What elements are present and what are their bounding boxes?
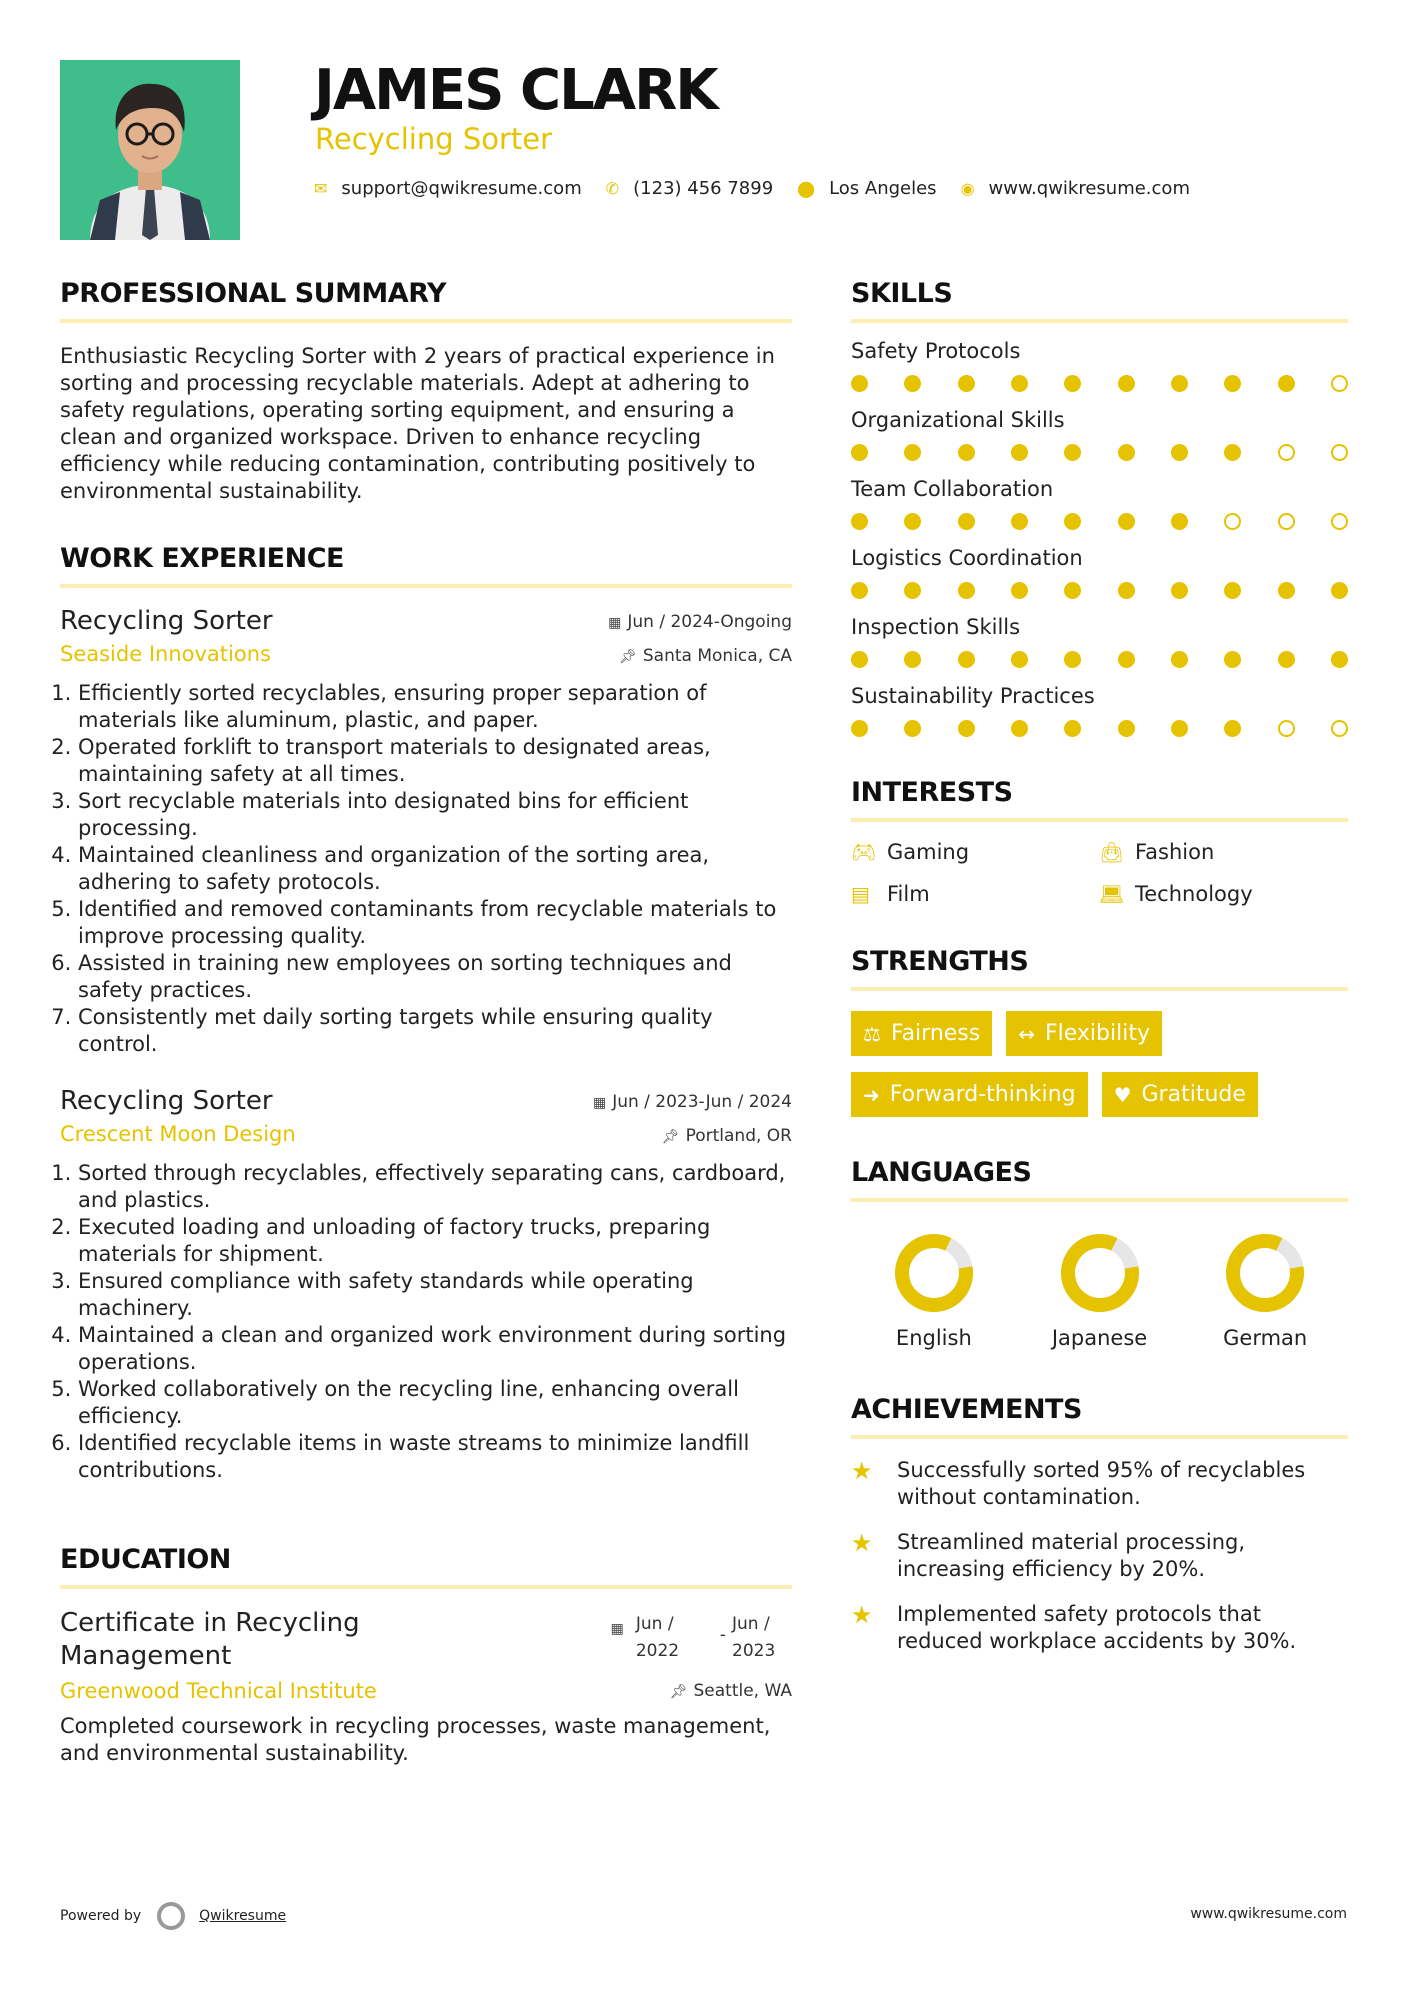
rating-dot-filled bbox=[1171, 375, 1188, 392]
skill-rating bbox=[851, 720, 1348, 737]
summary-text: Enthusiastic Recycling Sorter with 2 years of practical experience in sorting and processing recyclable materials. Adept at adhering to safety regulations, operating sorting equipment, and ensuring a clean and organized workspace. Driven to enhance recycling efficiency while reducing contamination, contributing positively to environmental sustainability. bbox=[60, 344, 775, 503]
rating-dot-filled bbox=[958, 444, 975, 461]
education-entry bbox=[60, 1607, 792, 1767]
contact-phone[interactable] bbox=[606, 178, 773, 199]
achievements-list bbox=[851, 1457, 1348, 1655]
language-item bbox=[1182, 1230, 1348, 1350]
job-dates bbox=[593, 1092, 792, 1112]
rating-dot-filled bbox=[1118, 651, 1135, 668]
language-name: German bbox=[1223, 1326, 1308, 1350]
language-item bbox=[1017, 1230, 1183, 1350]
balance-scale-icon: ⚖ bbox=[863, 1021, 881, 1046]
strengths-list bbox=[851, 1011, 1348, 1117]
skill-item bbox=[851, 546, 1348, 599]
job-dates-text: Jun / 2023-Jun / 2024 bbox=[612, 1092, 792, 1112]
job-dates bbox=[608, 612, 792, 632]
rating-dot-filled bbox=[1011, 444, 1028, 461]
contact-location bbox=[797, 178, 936, 199]
edu-separator: - bbox=[719, 1625, 726, 1645]
job-title: Recycling Sorter bbox=[60, 606, 273, 636]
interests-heading: INTERESTS bbox=[851, 777, 1348, 822]
star-icon: ★ bbox=[851, 1601, 873, 1629]
job-title: Recycling Sorter bbox=[60, 1086, 273, 1116]
rating-dot-filled bbox=[904, 375, 921, 392]
rating-dot-filled bbox=[904, 582, 921, 599]
skills-heading: SKILLS bbox=[851, 278, 1348, 323]
strengths-heading: STRENGTHS bbox=[851, 946, 1348, 991]
skill-item bbox=[851, 684, 1348, 737]
rating-dot-filled bbox=[904, 720, 921, 737]
skill-item bbox=[851, 339, 1348, 392]
achievement-item bbox=[851, 1601, 1348, 1655]
rating-dot-empty bbox=[1331, 513, 1348, 530]
skill-name: Team Collaboration bbox=[851, 477, 1054, 501]
summary-heading: PROFESSIONAL SUMMARY bbox=[60, 278, 792, 323]
language-level-donut bbox=[1222, 1230, 1308, 1316]
skill-name: Safety Protocols bbox=[851, 339, 1021, 363]
rating-dot-empty bbox=[1331, 444, 1348, 461]
arrow-right-icon: ➜ bbox=[863, 1082, 880, 1107]
rating-dot-filled bbox=[851, 720, 868, 737]
rating-dot-filled bbox=[1171, 582, 1188, 599]
rating-dot-filled bbox=[1011, 582, 1028, 599]
brand-link[interactable]: Qwikresume bbox=[199, 1908, 287, 1924]
strength-tag bbox=[1102, 1072, 1258, 1117]
skill-rating bbox=[851, 375, 1348, 392]
degree-title: Certificate in Recycling Management bbox=[60, 1608, 360, 1671]
job-location bbox=[662, 1126, 792, 1146]
job-bullet: 6. Assisted in training new employees on sorting techniques and safety practices. bbox=[78, 950, 792, 1004]
job-bullets bbox=[60, 680, 792, 1058]
rating-dot-filled bbox=[1224, 720, 1241, 737]
rating-dot-filled bbox=[1118, 375, 1135, 392]
skill-rating bbox=[851, 513, 1348, 530]
interest-item bbox=[851, 840, 1099, 864]
strength-label: Fairness bbox=[890, 1021, 981, 1046]
skill-rating bbox=[851, 444, 1348, 461]
education-dates bbox=[611, 1611, 792, 1665]
education-description: Completed coursework in recycling processes, waste management, and environmental sustainability. bbox=[60, 1714, 771, 1765]
school-name: Greenwood Technical Institute bbox=[60, 1679, 377, 1703]
education-heading: EDUCATION bbox=[60, 1544, 792, 1589]
rating-dot-filled bbox=[1064, 582, 1081, 599]
language-level-donut bbox=[891, 1230, 977, 1316]
rating-dot-filled bbox=[1118, 513, 1135, 530]
strength-tag bbox=[851, 1072, 1088, 1117]
rating-dot-empty bbox=[1278, 513, 1295, 530]
interest-item bbox=[851, 882, 1099, 906]
rating-dot-filled bbox=[904, 444, 921, 461]
skills-list bbox=[851, 339, 1348, 737]
job-bullet: 6. Identified recyclable items in waste streams to minimize landfill contributions. bbox=[78, 1430, 792, 1484]
contact-email[interactable] bbox=[314, 178, 582, 199]
achievement-text: Streamlined material processing, increasing efficiency by 20%. bbox=[897, 1530, 1246, 1581]
rating-dot-empty bbox=[1331, 375, 1348, 392]
interest-item bbox=[1099, 882, 1347, 906]
rating-dot-empty bbox=[1331, 720, 1348, 737]
job-entry bbox=[60, 1086, 792, 1484]
rating-dot-filled bbox=[904, 651, 921, 668]
language-name: English bbox=[895, 1326, 972, 1350]
rating-dot-filled bbox=[904, 513, 921, 530]
edu-end: Jun / 2023 bbox=[732, 1614, 776, 1661]
languages-heading: LANGUAGES bbox=[851, 1157, 1348, 1202]
job-bullets bbox=[60, 1160, 792, 1484]
rating-dot-filled bbox=[1011, 651, 1028, 668]
globe-icon: ◉ bbox=[960, 179, 975, 198]
language-item bbox=[851, 1230, 1017, 1350]
skill-item bbox=[851, 615, 1348, 668]
rating-dot-filled bbox=[1278, 651, 1295, 668]
footer-url[interactable]: www.qwikresume.com bbox=[1190, 1906, 1347, 1922]
languages-list bbox=[851, 1230, 1348, 1350]
rating-dot-empty bbox=[1278, 720, 1295, 737]
rating-dot-filled bbox=[958, 513, 975, 530]
location-text: Los Angeles bbox=[829, 178, 937, 199]
achievement-item bbox=[851, 1529, 1348, 1583]
rating-dot-filled bbox=[1331, 651, 1348, 668]
rating-dot-filled bbox=[1224, 375, 1241, 392]
rating-dot-filled bbox=[1171, 444, 1188, 461]
rating-dot-filled bbox=[1118, 582, 1135, 599]
rating-dot-filled bbox=[1011, 513, 1028, 530]
job-bullet: 2. Executed loading and unloading of factory trucks, preparing materials for shipment. bbox=[78, 1214, 792, 1268]
phone-icon: ✆ bbox=[605, 179, 620, 198]
heart-icon: ♥ bbox=[1113, 1082, 1132, 1107]
rating-dot-filled bbox=[1118, 444, 1135, 461]
rating-dot-filled bbox=[1064, 513, 1081, 530]
job-bullet: 5. Worked collaboratively on the recycling line, enhancing overall efficiency. bbox=[78, 1376, 792, 1430]
job-bullet: 1. Sorted through recyclables, effectively separating cans, cardboard, and plastics. bbox=[78, 1160, 792, 1214]
achievement-text: Successfully sorted 95% of recyclables without contamination. bbox=[897, 1458, 1306, 1509]
rating-dot-filled bbox=[1011, 720, 1028, 737]
language-name: Japanese bbox=[1051, 1326, 1148, 1350]
job-bullet: 5. Identified and removed contaminants from recyclable materials to improve processing quality. bbox=[78, 896, 792, 950]
rating-dot-filled bbox=[851, 582, 868, 599]
rating-dot-filled bbox=[1278, 375, 1295, 392]
job-bullet: 4. Maintained a clean and organized work environment during sorting operations. bbox=[78, 1322, 792, 1376]
achievement-item bbox=[851, 1457, 1348, 1511]
rating-dot-filled bbox=[1064, 720, 1081, 737]
powered-by-text: Powered by bbox=[60, 1908, 142, 1924]
calendar-icon: ▦ bbox=[592, 1095, 607, 1111]
strength-tag bbox=[1006, 1011, 1162, 1056]
calendar-icon: ▦ bbox=[610, 1621, 624, 1637]
job-location bbox=[619, 646, 792, 666]
interest-label: Technology bbox=[1135, 882, 1253, 906]
job-company: Seaside Innovations bbox=[60, 642, 271, 666]
rating-dot-filled bbox=[1171, 651, 1188, 668]
rating-dot-filled bbox=[851, 375, 868, 392]
email-text: support@qwikresume.com bbox=[341, 178, 582, 199]
rating-dot-filled bbox=[1064, 444, 1081, 461]
rating-dot-filled bbox=[1064, 651, 1081, 668]
envelope-icon: ✉ bbox=[314, 179, 328, 198]
rating-dot-filled bbox=[1331, 582, 1348, 599]
job-bullet: 1. Efficiently sorted recyclables, ensuring proper separation of materials like aluminum, plastic, and paper. bbox=[78, 680, 792, 734]
film-icon: ▤ bbox=[851, 882, 870, 906]
job-bullet: 3. Ensured compliance with safety standards while operating machinery. bbox=[78, 1268, 792, 1322]
interest-label: Film bbox=[887, 882, 930, 906]
rating-dot-filled bbox=[1011, 375, 1028, 392]
rating-dot-filled bbox=[1224, 651, 1241, 668]
rating-dot-filled bbox=[958, 582, 975, 599]
website-text: www.qwikresume.com bbox=[988, 178, 1190, 199]
interest-item bbox=[1099, 840, 1347, 864]
strength-label: Gratitude bbox=[1141, 1082, 1246, 1107]
rating-dot-filled bbox=[851, 513, 868, 530]
right-column bbox=[851, 278, 1348, 1655]
rating-dot-filled bbox=[851, 444, 868, 461]
star-icon: ★ bbox=[851, 1457, 873, 1485]
rating-dot-filled bbox=[1064, 375, 1081, 392]
candidate-role: Recycling Sorter bbox=[315, 122, 553, 156]
rating-dot-filled bbox=[1224, 582, 1241, 599]
job-bullet: 3. Sort recyclable materials into designated bins for efficient processing. bbox=[78, 788, 792, 842]
rating-dot-filled bbox=[958, 375, 975, 392]
footer-powered-by bbox=[60, 1902, 286, 1930]
job-location-text: Santa Monica, CA bbox=[642, 646, 792, 666]
laptop-icon: 💻︎ bbox=[1099, 882, 1125, 906]
rating-dot-filled bbox=[1171, 513, 1188, 530]
star-icon: ★ bbox=[851, 1529, 873, 1557]
job-bullet: 2. Operated forklift to transport materials to designated areas, maintaining safety at all times. bbox=[78, 734, 792, 788]
phone-text: (123) 456 7899 bbox=[633, 178, 774, 199]
contact-website[interactable] bbox=[961, 178, 1190, 199]
rating-dot-empty bbox=[1224, 513, 1241, 530]
strength-label: Flexibility bbox=[1045, 1021, 1150, 1046]
pin-icon: 📌︎ bbox=[661, 1129, 680, 1145]
skill-name: Sustainability Practices bbox=[851, 684, 1095, 708]
pin-icon: 📌︎ bbox=[619, 649, 637, 665]
strength-tag bbox=[851, 1011, 992, 1056]
rating-dot-filled bbox=[1224, 444, 1241, 461]
interests-list bbox=[851, 840, 1348, 906]
job-bullet: 4. Maintained cleanliness and organization of the sorting area, adhering to safety protocols. bbox=[78, 842, 792, 896]
map-marker-icon: ⬤ bbox=[797, 179, 816, 198]
interest-label: Fashion bbox=[1135, 840, 1215, 864]
school-location-text: Seattle, WA bbox=[693, 1681, 792, 1701]
left-column bbox=[60, 278, 792, 1767]
experience-heading: WORK EXPERIENCE bbox=[60, 543, 792, 588]
job-entry bbox=[60, 606, 792, 1058]
language-level-donut bbox=[1057, 1230, 1143, 1316]
rating-dot-filled bbox=[1278, 582, 1295, 599]
candidate-name: JAMES CLARK bbox=[314, 58, 717, 123]
gamepad-icon: 🎮︎ bbox=[851, 840, 877, 864]
skill-rating bbox=[851, 582, 1348, 599]
pin-icon: 📌︎ bbox=[669, 1684, 688, 1700]
skill-item bbox=[851, 477, 1348, 530]
qwikresume-logo-icon bbox=[157, 1902, 185, 1930]
school-location bbox=[670, 1681, 792, 1701]
rating-dot-filled bbox=[851, 651, 868, 668]
skill-name: Logistics Coordination bbox=[851, 546, 1083, 570]
skill-rating bbox=[851, 651, 1348, 668]
strength-label: Forward-thinking bbox=[889, 1082, 1076, 1107]
rating-dot-filled bbox=[958, 651, 975, 668]
rating-dot-empty bbox=[1278, 444, 1295, 461]
skill-name: Organizational Skills bbox=[851, 408, 1065, 432]
achievements-heading: ACHIEVEMENTS bbox=[851, 1394, 1348, 1439]
rating-dot-filled bbox=[958, 720, 975, 737]
contact-bar bbox=[314, 178, 1214, 199]
achievement-text: Implemented safety protocols that reduced workplace accidents by 30%. bbox=[897, 1602, 1297, 1653]
edu-start: Jun / 2022 bbox=[635, 1614, 680, 1661]
skill-name: Inspection Skills bbox=[851, 615, 1021, 639]
job-bullet: 7. Consistently met daily sorting targets while ensuring quality control. bbox=[78, 1004, 792, 1058]
rating-dot-filled bbox=[1171, 720, 1188, 737]
profile-photo bbox=[60, 60, 240, 240]
job-company: Crescent Moon Design bbox=[60, 1122, 296, 1146]
job-location-text: Portland, OR bbox=[685, 1126, 792, 1146]
calendar-icon: ▦ bbox=[608, 615, 622, 631]
interest-label: Gaming bbox=[887, 840, 970, 864]
rating-dot-filled bbox=[1118, 720, 1135, 737]
arrows-horizontal-icon: ↔ bbox=[1018, 1021, 1035, 1046]
shopping-bag-icon: 👜︎ bbox=[1099, 840, 1125, 864]
job-dates-text: Jun / 2024-Ongoing bbox=[627, 612, 792, 632]
skill-item bbox=[851, 408, 1348, 461]
